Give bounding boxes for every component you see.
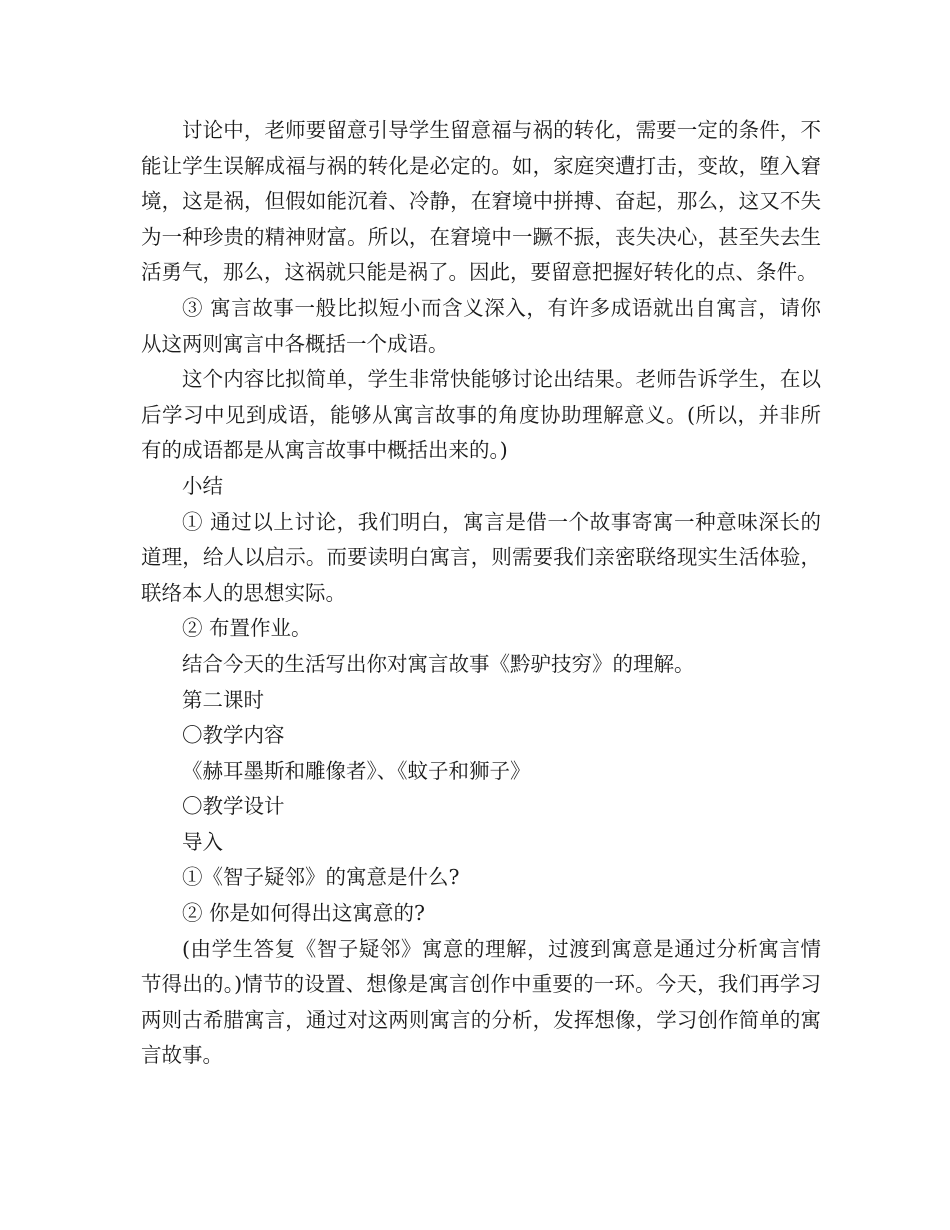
heading-summary: 小结 (182, 473, 223, 498)
paragraph-question-3: ③ 寓言故事一般比拟短小而含义深入，有许多成语就出自寓言，请你从这两则寓言中各概括一个成语。 (141, 295, 821, 356)
heading-introduction: 导入 (182, 829, 223, 854)
heading-teaching-content: 〇教学内容 (182, 723, 285, 748)
paragraph-intro-question-2: ② 你是如何得出这寓意的? (182, 901, 426, 926)
heading-teaching-design: 〇教学设计 (182, 794, 285, 819)
paragraph-idiom-note: 这个内容比拟简单，学生非常快能够讨论出结果。老师告诉学生，在以后学习中见到成语，能够从寓言故事的角度协助理解意义。(所以，并非所有的成语都是从寓言故事中概括出来的。) (141, 367, 821, 463)
paragraph-homework: 结合今天的生活写出你对寓言故事《黔驴技穷》的理解。 (182, 651, 695, 676)
heading-second-lesson: 第二课时 (182, 687, 264, 712)
document-body (141, 113, 821, 1074)
paragraph-summary-1: ① 通过以上讨论，我们明白，寓言是借一个故事寄寓一种意味深长的道理，给人以启示。而要读明白寓言，则需要我们亲密联络现实生活体验，联络本人的思想实际。 (141, 509, 821, 605)
paragraph-discussion-note: 讨论中，老师要留意引导学生留意福与祸的转化，需要一定的条件，不能让学生误解成福与祸的转化是必定的。如，家庭突遭打击，变故，堕入窘境，这是祸，但假如能沉着、冷静，在窘境中拼搏、奋起，那么，这又不失为一种珍贵的精神财富。所以，在窘境中一蹶不振，丧失决心，甚至失去生活勇气，那么，这祸就只能是祸了。因此，要留意把握好转化的点、条件。 (141, 118, 821, 285)
paragraph-intro-transition: (由学生答复《智子疑邻》寓意的理解，过渡到寓意是通过分析寓言情节得出的。)情节的设置、想像是寓言创作中重要的一环。今天，我们再学习两则古希腊寓言，通过对这两则寓言的分析，发挥想像，学习创作简单的寓言故事。 (141, 936, 821, 1068)
paragraph-summary-2: ② 布置作业。 (182, 616, 312, 641)
paragraph-intro-question-1: ①《智子疑邻》的寓意是什么? (182, 865, 460, 890)
paragraph-lesson-titles: 《赫耳墨斯和雕像者》、《蚊子和狮子》 (182, 758, 531, 783)
